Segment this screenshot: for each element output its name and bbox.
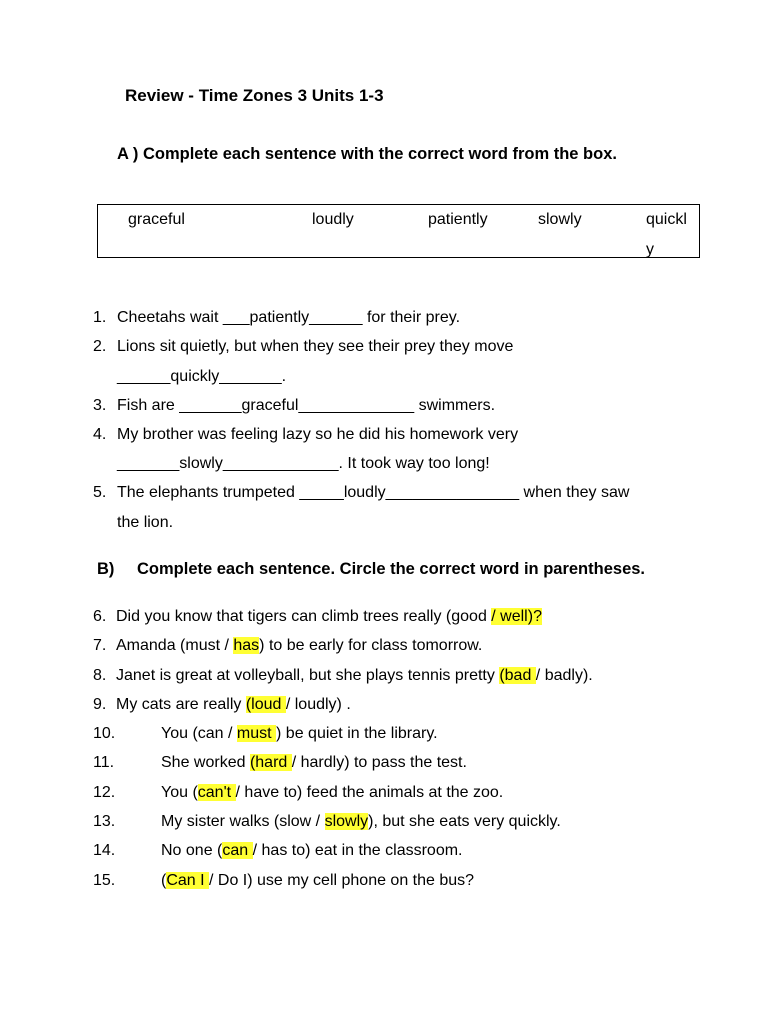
item-text: (Can I / Do I) use my cell phone on the bus?	[161, 872, 475, 889]
word-box-item: patiently	[428, 211, 488, 228]
highlighted-answer: / well)?	[491, 608, 542, 625]
word-box-item: slowly	[538, 211, 582, 228]
item-number: 6.	[93, 608, 107, 625]
word-box-item: loudly	[312, 211, 354, 228]
item-number: 4.	[93, 426, 107, 443]
highlighted-answer: (loud	[245, 696, 286, 713]
item-text: the lion.	[117, 514, 174, 531]
item-text: Janet is great at volleyball, but she plays tennis pretty (bad / badly).	[116, 667, 593, 684]
item-number: 12.	[93, 784, 116, 801]
highlighted-answer: can	[222, 842, 253, 859]
word-box-item: graceful	[128, 211, 185, 228]
item-number: 7.	[93, 637, 107, 654]
section-b-heading: Complete each sentence. Circle the correct word in parentheses.	[137, 560, 646, 578]
item-number: 2.	[93, 338, 107, 355]
item-text: My sister walks (slow / slowly), but she eats very quickly.	[161, 813, 561, 830]
item-text: She worked (hard / hardly) to pass the test.	[161, 754, 467, 771]
item-number: 8.	[93, 667, 107, 684]
word-box	[97, 204, 700, 258]
item-text: No one (can / has to) eat in the classroom.	[161, 842, 463, 859]
item-text: You (can / must ) be quiet in the library.	[161, 725, 438, 742]
item-text: Did you know that tigers can climb trees really (good / well)?	[116, 608, 542, 625]
highlighted-answer: (bad	[499, 667, 536, 684]
highlighted-answer: (hard	[249, 754, 292, 771]
highlighted-answer: can't	[197, 784, 236, 801]
item-number: 13.	[93, 813, 116, 830]
item-number: 11.	[93, 754, 115, 771]
item-text: ______quickly_______.	[117, 368, 287, 385]
word-box-item: quickl	[646, 211, 687, 228]
highlighted-answer: Can I	[166, 872, 210, 889]
item-number: 5.	[93, 484, 107, 501]
item-text: You (can't / have to) feed the animals at the zoo.	[161, 784, 504, 801]
item-number: 10.	[93, 725, 116, 742]
item-number: 9.	[93, 696, 107, 713]
highlighted-answer: has	[233, 637, 260, 654]
item-number: 1.	[93, 309, 107, 326]
item-number: 3.	[93, 397, 107, 414]
highlighted-answer: must	[236, 725, 277, 742]
item-text: Cheetahs wait ___patiently______ for their prey.	[117, 309, 461, 326]
item-number: 15.	[93, 872, 116, 889]
item-text: Lions sit quietly, but when they see their prey they move	[117, 338, 514, 355]
item-text: The elephants trumpeted _____loudly_______________ when they saw	[117, 484, 630, 501]
item-text: My brother was feeling lazy so he did his homework very	[117, 426, 519, 443]
item-number: 14.	[93, 842, 116, 859]
item-text: _______slowly_____________. It took way too long!	[117, 455, 490, 472]
section-a-heading: A ) Complete each sentence with the correct word from the box.	[117, 145, 617, 163]
highlighted-answer: slowly	[324, 813, 369, 830]
item-text: Amanda (must / has) to be early for class tomorrow.	[116, 637, 483, 654]
section-b-label: B)	[97, 560, 115, 578]
word-box-item: y	[646, 241, 654, 258]
item-text: Fish are _______graceful_____________ swimmers.	[117, 397, 496, 414]
page-title: Review - Time Zones 3 Units 1-3	[125, 86, 384, 105]
item-text: My cats are really (loud / loudly) .	[116, 696, 351, 713]
